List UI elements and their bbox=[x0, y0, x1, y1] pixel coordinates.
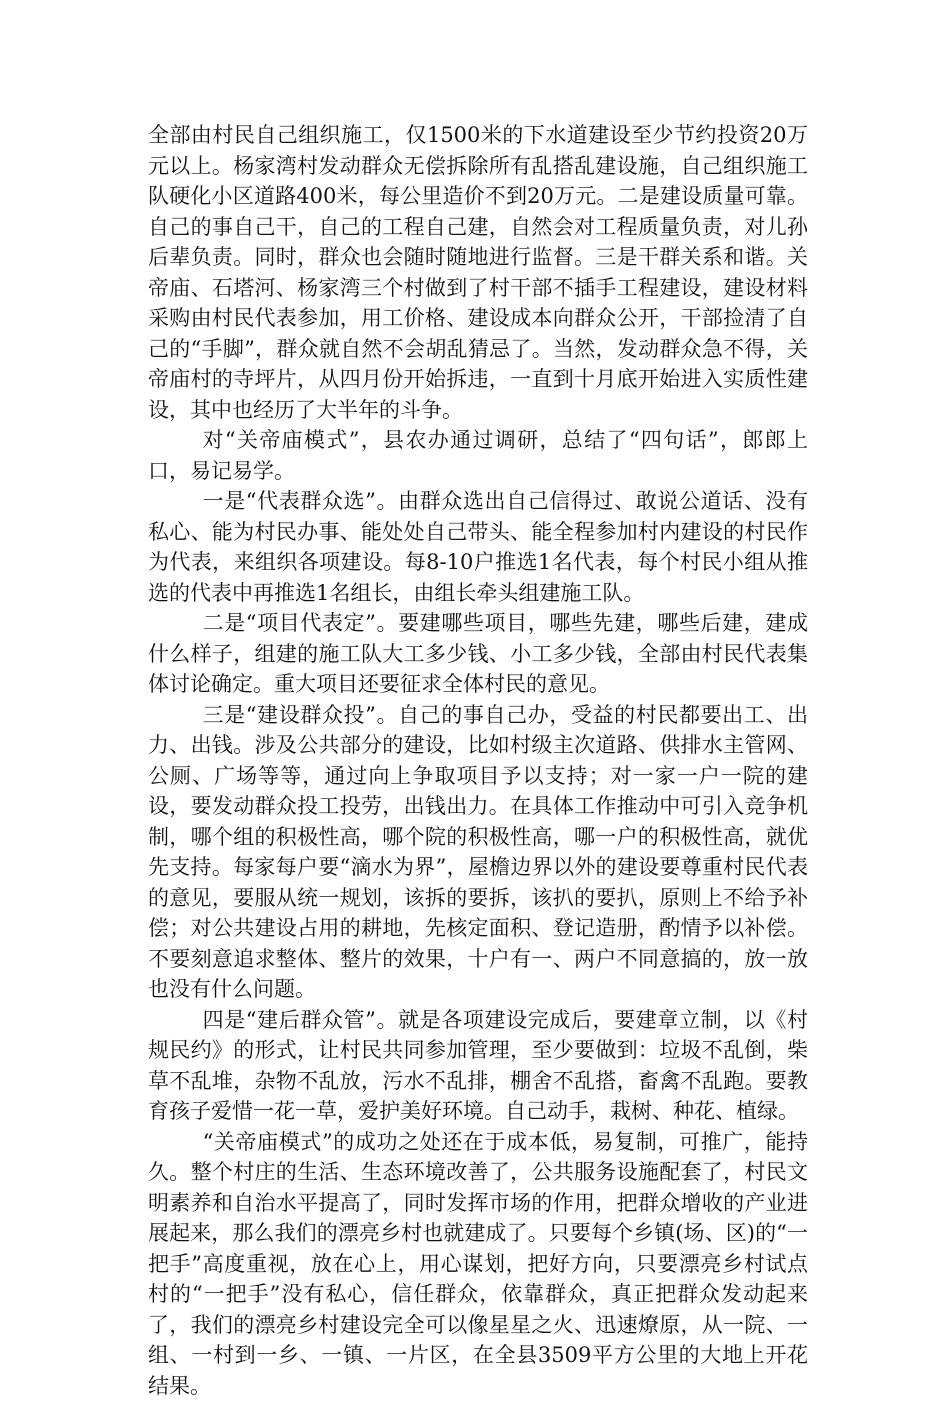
paragraph-point-two: 二是“项目代表定”。要建哪些项目，哪些先建，哪些后建，建成什么样子，组建的施工队大工多少钱、小工多少钱，全部由村民代表集体讨论确定。重大项目还要征求全体村民的意见。 bbox=[148, 608, 808, 700]
paragraph-summary-intro: 对“关帝庙模式”，县农办通过调研，总结了“四句话”，郎郎上口，易记易学。 bbox=[148, 425, 808, 486]
paragraph-point-four: 四是“建后群众管”。就是各项建设完成后，要建章立制，以《村规民约》的形式，让村民共同参加管理，至少要做到：垃圾不乱倒，柴草不乱堆，杂物不乱放，污水不乱排，棚舍不乱搭，畜禽不乱跑。要教育孩子爱惜一花一草，爱护美好环境。自己动手，栽树、种花、植绿。 bbox=[148, 1005, 808, 1127]
paragraph-continuation: 全部由村民自己组织施工，仅1500米的下水道建设至少节约投资20万元以上。杨家湾村发动群众无偿拆除所有乱搭乱建设施，自己组织施工队硬化小区道路400米，每公里造价不到20万元。二是建设质量可靠。自己的事自己干，自己的工程自己建，自然会对工程质量负责，对儿孙后辈负责。同时，群众也会随时随地进行监督。三是干群关系和谐。关帝庙、石塔河、杨家湾三个村做到了村干部不插手工程建设，建设材料采购由村民代表参加，用工价格、建设成本向群众公开，干部捡清了自己的“手脚”，群众就自然不会胡乱猜忌了。当然，发动群众急不得，关帝庙村的寺坪片，从四月份开始拆违，一直到十月底开始进入实质性建设，其中也经历了大半年的斗争。 bbox=[148, 120, 808, 425]
paragraph-conclusion: “关帝庙模式”的成功之处还在于成本低，易复制，可推广，能持久。整个村庄的生活、生态环境改善了，公共服务设施配套了，村民文明素养和自治水平提高了，同时发挥市场的作用，把群众增收的产业进展起来，那么我们的漂亮乡村也就建成了。只要每个乡镇(场、区)的“一把手”高度重视，放在心上，用心谋划，把好方向，只要漂亮乡村试点村的“一把手”没有私心，信任群众，依靠群众，真正把群众发动起来了，我们的漂亮乡村建设完全可以像星星之火、迅速燎原，从一院、一组、一村到一乡、一镇、一片区，在全县3509平方公里的大地上开花结果。 bbox=[148, 1127, 808, 1401]
document-body bbox=[148, 120, 808, 1401]
paragraph-point-one: 一是“代表群众选”。由群众选出自己信得过、敢说公道话、没有私心、能为村民办事、能处处自己带头、能全程参加村内建设的村民作为代表，来组织各项建设。每8-10户推选1名代表，每个村民小组从推选的代表中再推选1名组长，由组长牵头组建施工队。 bbox=[148, 486, 808, 608]
paragraph-point-three: 三是“建设群众投”。自己的事自己办，受益的村民都要出工、出力、出钱。涉及公共部分的建设，比如村级主次道路、供排水主管网、公厕、广场等等，通过向上争取项目予以支持；对一家一户一院的建设，要发动群众投工投劳，出钱出力。在具体工作推动中可引入竞争机制，哪个组的积极性高，哪个院的积极性高，哪一户的积极性高，就优先支持。每家每户要“滴水为界”，屋檐边界以外的建设要尊重村民代表的意见，要服从统一规划，该拆的要拆，该扒的要扒，原则上不给予补偿；对公共建设占用的耕地，先核定面积、登记造册，酌情予以补偿。不要刻意追求整体、整片的效果，十户有一、两户不同意搞的，放一放也没有什么问题。 bbox=[148, 700, 808, 1005]
